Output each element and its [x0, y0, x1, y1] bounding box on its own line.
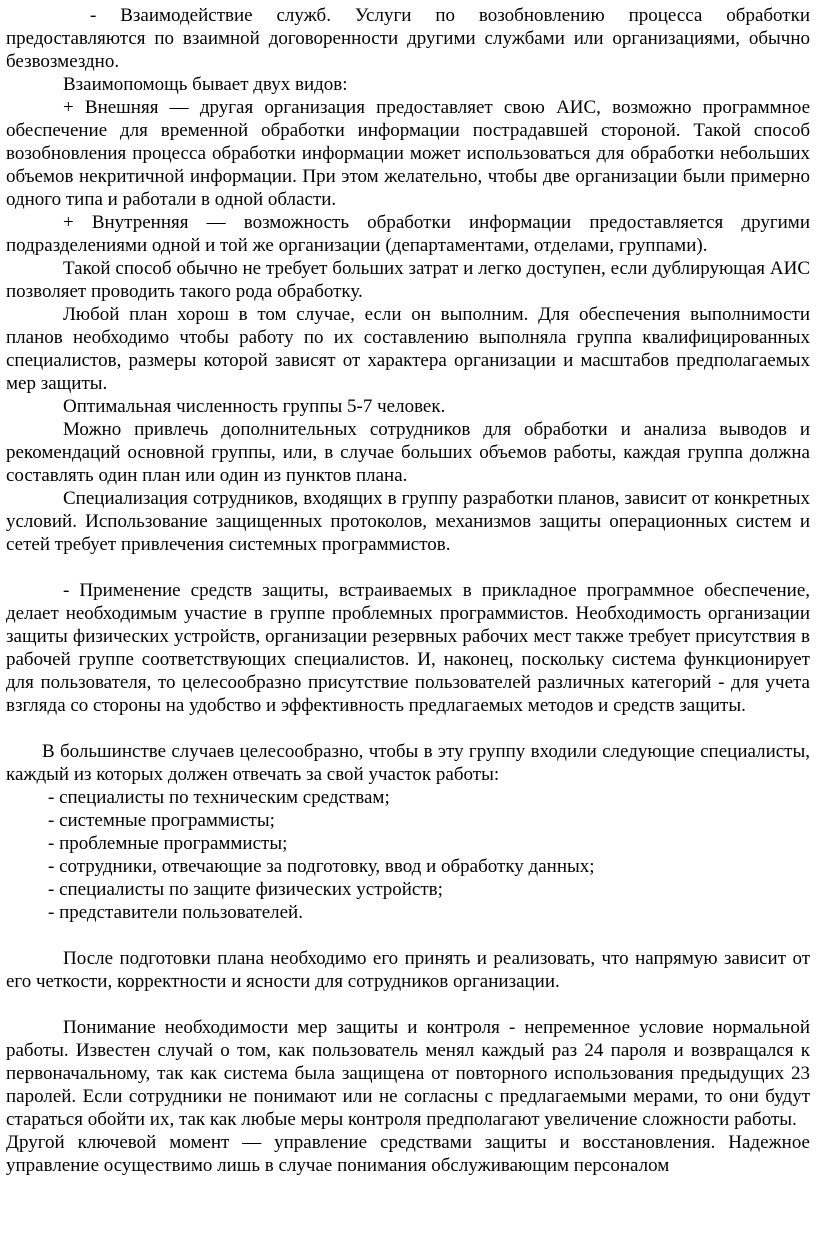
list-item: - системные программисты; — [48, 810, 275, 831]
paragraph: - Применение средств защиты, встраиваемых в прикладное программное обеспечение, делает необходимым участие в группе проблемных программистов. Необходимость организации защиты физических устройств, организации резервных рабочих мест также требует присутствия в рабочей группе соответствующих специалистов. И, наконец, поскольку система функционирует для пользователя, то целесообразно присутствие пользователей различных категорий - для учета взгляда со стороны на удобство и эффективность предлагаемых методов и средств защиты. — [6, 580, 810, 716]
paragraph: Взаимопомощь бывает двух видов: — [63, 74, 348, 95]
paragraph: После подготовки плана необходимо его принять и реализовать, что напрямую зависит от его четкости, корректности и ясности для сотрудников организации. — [6, 948, 810, 992]
paragraph: В большинстве случаев целесообразно, чтобы в эту группу входили следующие специалисты, каждый из которых должен отвечать за свой участок работы: — [6, 741, 810, 785]
list-item: - специалисты по техническим средствам; — [48, 787, 390, 808]
paragraph: Можно привлечь дополнительных сотрудников для обработки и анализа выводов и рекомендаций основной группы, или, в случае больших объемов работы, каждая группа должна составлять один план или один из пунктов плана. — [6, 419, 810, 486]
list-item: - сотрудники, отвечающие за подготовку, ввод и обработку данных; — [48, 856, 595, 877]
paragraph: Такой способ обычно не требует больших затрат и легко доступен, если дублирующая АИС позволяет проводить такого рода обработку. — [6, 258, 810, 302]
paragraph: Любой план хорош в том случае, если он выполним. Для обеспечения выполнимости планов необходимо чтобы работу по их составлению выполняла группа квалифицированных специалистов, размеры которой зависят от характера организации и масштабов предполагаемых мер защиты. — [6, 304, 810, 394]
paragraph: + Внутренняя — возможность обработки информации предоставляется другими подразделениями одной и той же организации (департаментами, отделами, группами). — [6, 212, 810, 256]
list-item: - представители пользователей. — [48, 902, 303, 923]
list-item: - специалисты по защите физических устройств; — [48, 879, 443, 900]
paragraph: Специализация сотрудников, входящих в группу разработки планов, зависит от конкретных условий. Использование защищенных протоколов, механизмов защиты операционных систем и сетей требует привлечения системных программистов. — [6, 488, 810, 555]
paragraph: Другой ключевой момент — управление средствами защиты и восстановления. Надежное управление осуществимо лишь в случае понимания обслуживающим персоналом — [6, 1132, 810, 1176]
paragraph: + Внешняя — другая организация предоставляет свою АИС, возможно программное обеспечение для временной обработки информации пострадавшей стороной. Такой способ возобновления процесса обработки информации может использоваться для обработки небольших объемов некритичной информации. При этом желательно, чтобы две организации были примерно одного типа и работали в одной области. — [6, 97, 810, 210]
paragraph: Оптимальная численность группы 5-7 человек. — [63, 396, 446, 417]
paragraph: Понимание необходимости мер защиты и контроля - непременное условие нормальной работы. Известен случай о том, как пользователь менял каждый раз 24 пароля и возвращался к первоначальному, так как система была защищена от повторного использования предыдущих 23 паролей. Если сотрудники не понимают или не согласны с предлагаемыми мерами, то они будут стараться обойти их, так как любые меры контроля предполагают увеличение сложности работы. — [6, 1017, 810, 1130]
list-item: - проблемные программисты; — [48, 833, 288, 854]
paragraph: - Взаимодействие служб. Услуги по возобновлению процесса обработки предоставляются по взаимной договоренности другими службами или организациями, обычно безвозмездно. — [6, 5, 810, 72]
